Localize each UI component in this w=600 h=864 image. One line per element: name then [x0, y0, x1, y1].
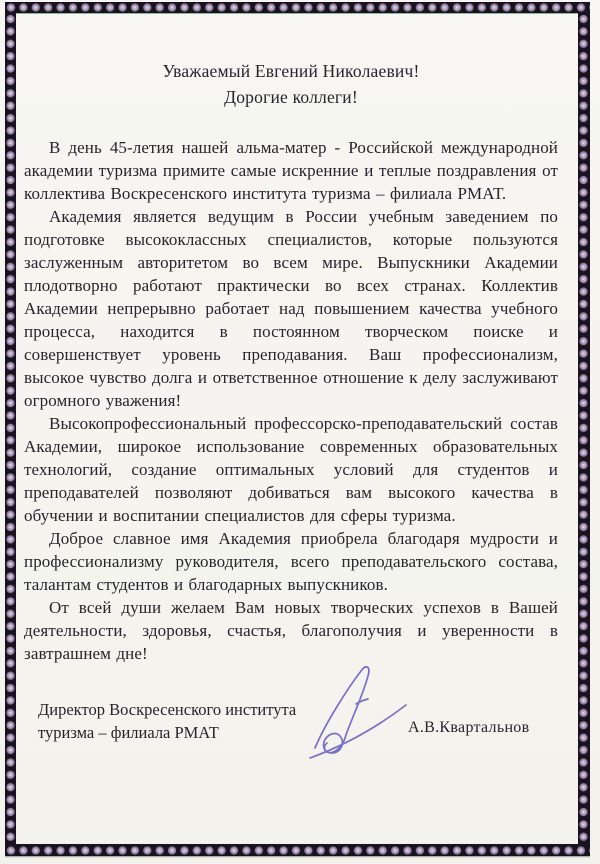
letter-paragraph: Высокопрофессиональный профессорско-преподавательский состав Академии, широкое использование современных образовательных технологий, создание оптимальных условий для студентов и преподавателей позволяют добиваться вам высокого качества в обучении и воспитании специалистов для сферы туризма.: [24, 414, 558, 525]
letter-paragraph: От всей души желаем Вам новых творческих успехов в Вашей деятельности, здоровья, счастья, благополучия и уверенности в завтрашнем дне!: [24, 598, 558, 663]
letter-body: [24, 58, 558, 665]
signatory-title: [38, 698, 296, 744]
letter-paragraph: Академия является ведущим в России учебным заведением по подготовке высококлассных специалистов, которые пользуются заслуженным авторитетом во всем мире. Выпускники Академии плодотворно работают практически во всех странах. Коллектив Академии непрерывно работает над повышением качества учебного процесса, находится в постоянном творческом поиске и совершенствует уровень преподавания. Ваш профессионализм, высокое чувство долга и ответственное отношение к делу заслуживают огромного уважения!: [24, 207, 558, 410]
decorative-border-top: [5, 2, 590, 13]
salutation-line-2: Дорогие коллеги!: [224, 87, 358, 107]
signatory-name: А.В.Квартальнов: [408, 719, 530, 736]
signatory-title-line-2: туризма – филиала РМАТ: [38, 723, 219, 742]
salutation-line-1: Уважаемый Евгений Николаевич!: [162, 61, 420, 81]
decorative-border-right: [578, 13, 590, 844]
decorative-border-bottom: [5, 844, 590, 856]
signatory-title-line-1: Директор Воскресенского института: [38, 700, 297, 719]
handwritten-signature: [298, 658, 416, 770]
decorative-border-left: [5, 13, 16, 844]
letter-paragraph: В день 45-летия нашей альма-матер - Российской международной академии туризма примите самые искренние и теплые поздравления от коллектива Воскресенского института туризма – филиала РМАТ.: [24, 138, 558, 203]
letter-paragraph: Доброе славное имя Академия приобрела благодаря мудрости и профессионализму руководителя, всего преподавательского состава, талантам студентов и благодарных выпускников.: [24, 529, 558, 594]
letter-paragraphs: [24, 136, 558, 665]
salutation: [24, 58, 558, 110]
